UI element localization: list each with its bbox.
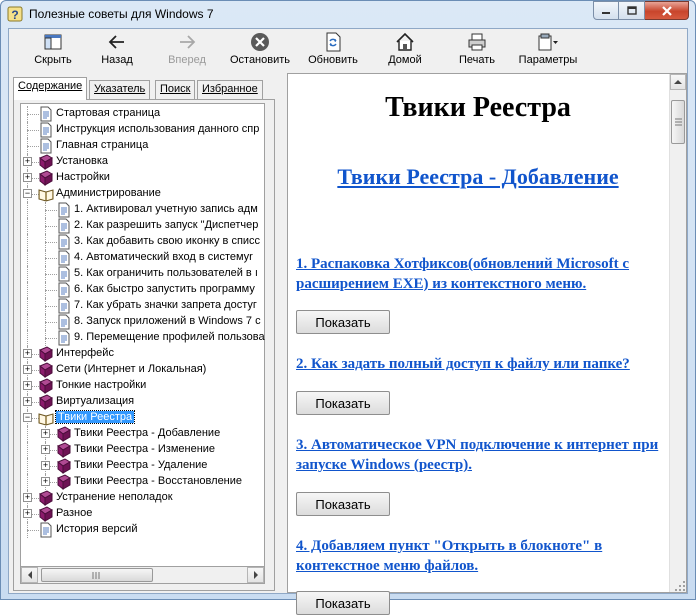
tree-horizontal-scrollbar[interactable]	[20, 567, 265, 584]
expand-plus-icon[interactable]: +	[24, 492, 31, 502]
tree-item-label: Инструкция использования данного спр	[56, 123, 260, 135]
tree-item[interactable]	[21, 250, 266, 266]
grip-icon	[92, 572, 101, 579]
refresh-icon	[324, 32, 342, 52]
page-icon	[56, 266, 72, 282]
tree-item[interactable]	[21, 442, 266, 458]
stop-button[interactable]	[227, 32, 293, 70]
print-label: Печать	[458, 54, 496, 66]
page-icon	[38, 106, 54, 122]
tree-item[interactable]	[21, 378, 266, 394]
hide-pane-icon	[43, 33, 63, 51]
back-arrow-icon	[108, 34, 126, 50]
expand-plus-icon[interactable]: +	[24, 348, 31, 358]
tree-item-label: Интерфейс	[56, 347, 114, 359]
tree-item[interactable]	[21, 122, 266, 138]
maximize-button[interactable]	[619, 1, 645, 20]
help-app-icon	[7, 6, 23, 22]
tip-link-2[interactable]: 2. Как задать полный доступ к файлу или папке?	[296, 356, 630, 372]
page-icon	[56, 330, 72, 346]
show-button-4[interactable]: Показать	[296, 591, 390, 615]
page-icon	[56, 282, 72, 298]
closed-book-icon	[56, 474, 72, 490]
tree-item[interactable]	[21, 346, 266, 362]
arrow-right-icon	[253, 571, 259, 579]
tree-item[interactable]	[21, 202, 266, 218]
title-bar[interactable]	[1, 1, 695, 27]
page-icon	[56, 202, 72, 218]
tree-item-label: Виртуализация	[56, 395, 135, 407]
closed-book-icon	[56, 458, 72, 474]
tab-index-label: Указатель	[94, 83, 146, 95]
tree-item-label: Твики Реестра	[58, 411, 133, 423]
tree-item[interactable]	[21, 298, 266, 314]
tree-item-label: 9. Перемещение профилей пользова	[74, 331, 265, 343]
scroll-up-button[interactable]	[670, 74, 686, 90]
closed-book-icon	[38, 490, 54, 506]
tree-item[interactable]	[21, 506, 266, 522]
page-icon	[56, 234, 72, 250]
tree-item-label: Твики Реестра - Изменение	[74, 443, 216, 455]
navigation-pane	[9, 73, 281, 593]
tree-item-label: Твики Реестра - Удаление	[74, 459, 208, 471]
closed-book-icon	[38, 346, 54, 362]
tree-item[interactable]	[21, 458, 266, 474]
tree-item[interactable]	[21, 106, 266, 122]
tree-item-label: Установка	[56, 155, 108, 167]
page-icon	[56, 314, 72, 330]
tree-item[interactable]	[21, 490, 266, 506]
minimize-button[interactable]	[593, 1, 619, 20]
closed-book-icon	[38, 170, 54, 186]
tree-item-label: Тонкие настройки	[56, 379, 147, 391]
page-icon	[56, 298, 72, 314]
home-label: Домой	[388, 54, 422, 66]
stop-icon	[250, 32, 270, 52]
resize-grip-icon[interactable]	[674, 580, 686, 592]
back-label: Назад	[101, 54, 133, 66]
forward-button[interactable]	[165, 32, 209, 70]
close-icon	[661, 6, 673, 16]
tree-item-label: 6. Как быстро запустить программу	[74, 283, 255, 295]
tree-item[interactable]	[21, 138, 266, 154]
closed-book-icon	[38, 362, 54, 378]
tab-search[interactable]	[155, 80, 195, 99]
scroll-right-button[interactable]	[247, 567, 264, 583]
topic-content	[288, 74, 668, 611]
expand-plus-icon[interactable]: +	[42, 444, 49, 454]
tree-item-label: 5. Как ограничить пользователей в ı	[74, 267, 258, 279]
open-book-icon	[38, 186, 54, 202]
closed-book-icon	[38, 378, 54, 394]
tree-item-label: Устранение неполадок	[56, 491, 173, 503]
toolbar	[9, 29, 687, 71]
arrow-up-icon	[674, 79, 682, 85]
tree-item[interactable]	[21, 522, 266, 538]
home-button[interactable]	[383, 32, 427, 70]
expand-plus-icon[interactable]: +	[24, 380, 31, 390]
closed-book-icon	[38, 394, 54, 410]
horizontal-scroll-thumb[interactable]	[41, 568, 153, 582]
tree-item[interactable]	[21, 474, 266, 490]
client-area	[8, 28, 688, 611]
tab-index[interactable]	[89, 80, 150, 99]
expand-plus-icon[interactable]: +	[24, 156, 31, 166]
options-button[interactable]	[515, 32, 581, 70]
svg-text:?: ?	[11, 8, 19, 22]
page-icon	[38, 122, 54, 138]
tip-link-4[interactable]: 4. Добавляем пункт "Открыть в блокноте" в контекстное меню файлов.	[296, 538, 603, 574]
tree-item-label: История версий	[56, 523, 138, 535]
show-button-2[interactable]: Показать	[296, 391, 390, 415]
tree-item-label: Стартовая страница	[56, 107, 161, 119]
forward-arrow-icon	[178, 34, 196, 50]
window-title: Полезные советы для Windows 7	[29, 7, 214, 21]
topic-title: Твики Реестра	[385, 92, 571, 123]
tree-item-label: Сети (Интернет и Локальная)	[56, 363, 207, 375]
closed-book-icon	[38, 154, 54, 170]
expand-plus-icon[interactable]: +	[42, 428, 49, 438]
collapse-minus-icon[interactable]: −	[24, 188, 31, 198]
contents-tree[interactable]	[20, 103, 265, 567]
options-icon	[537, 32, 559, 52]
hide-label: Скрыть	[34, 54, 72, 66]
page-icon	[38, 138, 54, 154]
tab-favorites[interactable]	[197, 80, 263, 99]
expand-plus-icon[interactable]: +	[24, 508, 31, 518]
collapse-minus-icon[interactable]: −	[24, 412, 31, 422]
tree-item-label: 8. Запуск приложений в Windows 7 с	[74, 315, 261, 327]
tree-item-label: Твики Реестра - Добавление	[74, 427, 221, 439]
tree-item[interactable]	[21, 282, 266, 298]
vertical-scroll-thumb[interactable]	[671, 100, 685, 144]
topic-pane	[287, 73, 687, 611]
tree-item-label: Главная страница	[56, 139, 149, 151]
nav-tabs	[13, 77, 275, 99]
stop-label: Остановить	[229, 54, 291, 66]
tree-item-label: 1. Активировал учетную запись адм	[74, 203, 258, 215]
minimize-icon	[601, 7, 611, 15]
refresh-label: Обновить	[308, 54, 358, 66]
tree-item[interactable]	[21, 170, 266, 186]
back-button[interactable]	[95, 32, 139, 70]
tree-list	[21, 106, 266, 538]
expand-plus-icon[interactable]: +	[24, 364, 31, 374]
maximize-icon	[627, 6, 637, 15]
tree-item[interactable]	[21, 186, 266, 202]
topic-subtitle-link[interactable]: Твики Реестра - Добавление	[337, 164, 619, 189]
tree-item[interactable]	[21, 330, 266, 346]
page-icon	[38, 522, 54, 538]
tree-item[interactable]	[21, 426, 266, 442]
tree-item-label: 3. Как добавить свою иконку в списс	[74, 235, 261, 247]
tree-item-label: Твики Реестра - Восстановление	[74, 475, 243, 487]
tab-body	[13, 99, 275, 591]
tree-item[interactable]	[21, 394, 266, 410]
tab-contents[interactable]	[13, 77, 87, 100]
tab-contents-label: Содержание	[18, 80, 83, 92]
close-button[interactable]	[645, 1, 689, 20]
hide-button[interactable]	[31, 32, 75, 70]
expand-plus-icon[interactable]: +	[42, 460, 49, 470]
tab-favorites-label: Избранное	[202, 83, 258, 95]
tree-item[interactable]	[21, 410, 266, 426]
tree-item[interactable]	[21, 234, 266, 250]
topic-vertical-scrollbar[interactable]	[669, 74, 686, 592]
grip-icon	[675, 118, 682, 127]
expand-plus-icon[interactable]: +	[24, 396, 31, 406]
forward-label: Вперед	[168, 54, 206, 66]
tree-item-label: 4. Автоматический вход в системуr	[74, 251, 253, 263]
tip-link-1[interactable]: 1. Распаковка Хотфиксов(обновлений Microsoft с расширением EXE) из контекстного меню.	[296, 256, 630, 292]
tree-item-label: 2. Как разрешить запуск "Диспетчер	[74, 219, 259, 231]
tree-item[interactable]	[21, 362, 266, 378]
tip-link-3[interactable]: 3. Автоматическое VPN подключение к интернет при запуске Windows (реестр).	[296, 437, 659, 473]
tree-item[interactable]	[21, 154, 266, 170]
closed-book-icon	[56, 426, 72, 442]
options-label: Параметры	[518, 54, 578, 66]
open-book-icon	[38, 410, 54, 426]
refresh-button[interactable]	[305, 32, 361, 70]
tree-item-label: 7. Как убрать значки запрета достуг	[74, 299, 257, 311]
tree-item[interactable]	[21, 266, 266, 282]
show-button-1[interactable]: Показать	[296, 310, 390, 334]
expand-plus-icon[interactable]: +	[42, 476, 49, 486]
tree-item-label: Разное	[56, 507, 93, 519]
tree-item-label: Настройки	[56, 171, 110, 183]
arrow-left-icon	[27, 571, 33, 579]
home-icon	[395, 32, 415, 52]
print-button[interactable]	[455, 32, 499, 70]
show-button-3[interactable]: Показать	[296, 492, 390, 516]
page-icon	[56, 218, 72, 234]
expand-plus-icon[interactable]: +	[24, 172, 31, 182]
tree-item[interactable]	[21, 314, 266, 330]
closed-book-icon	[38, 506, 54, 522]
printer-icon	[467, 32, 487, 52]
scroll-left-button[interactable]	[21, 567, 38, 583]
page-icon	[56, 250, 72, 266]
closed-book-icon	[56, 442, 72, 458]
tree-item[interactable]	[21, 218, 266, 234]
tree-item-label: Администрирование	[56, 187, 161, 199]
tab-search-label: Поиск	[160, 83, 191, 95]
